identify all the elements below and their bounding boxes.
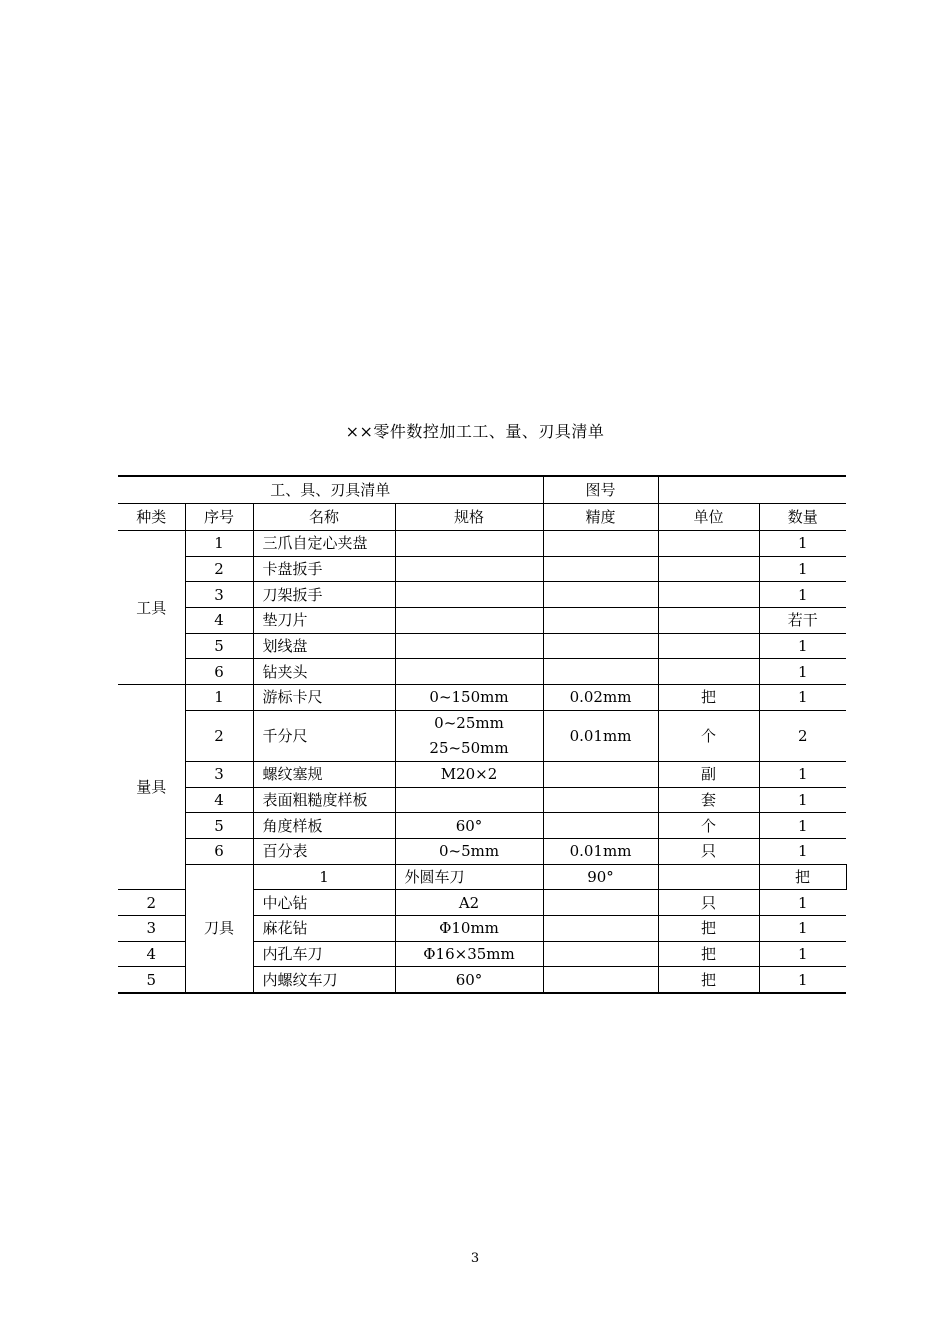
table-row (118, 838, 846, 864)
item-precision (543, 761, 658, 787)
item-precision (543, 787, 658, 813)
item-precision: 0.02mm (543, 685, 658, 711)
item-quantity: 若干 (759, 608, 846, 634)
row-number: 1 (185, 685, 253, 711)
item-name: 表面粗糙度样板 (253, 787, 395, 813)
item-name: 外圆车刀 (395, 864, 543, 890)
item-spec: 0~5mm (395, 838, 543, 864)
item-name: 螺纹塞规 (253, 761, 395, 787)
row-number: 6 (185, 838, 253, 864)
item-name: 内螺纹车刀 (253, 967, 395, 993)
item-name: 游标卡尺 (253, 685, 395, 711)
item-spec (395, 531, 543, 557)
row-number: 2 (118, 890, 185, 916)
item-name: 卡盘扳手 (253, 556, 395, 582)
table-row (118, 582, 846, 608)
item-precision: 0.01mm (543, 838, 658, 864)
item-spec (395, 582, 543, 608)
table-row (118, 556, 846, 582)
item-precision: 0.01mm (543, 710, 658, 761)
table-row (118, 659, 846, 685)
item-unit: 只 (658, 838, 759, 864)
item-quantity: 1 (759, 761, 846, 787)
item-quantity: 1 (759, 556, 846, 582)
item-spec: 0~150mm (395, 685, 543, 711)
item-name: 角度样板 (253, 813, 395, 839)
item-spec (395, 787, 543, 813)
item-unit (658, 659, 759, 685)
column-header-precision: 精度 (543, 504, 658, 531)
item-unit: 个 (658, 813, 759, 839)
item-unit (658, 531, 759, 557)
item-name: 中心钻 (253, 890, 395, 916)
item-spec: Φ16×35mm (395, 941, 543, 967)
column-header-row (118, 504, 846, 531)
row-number: 4 (185, 787, 253, 813)
item-quantity: 1 (759, 890, 846, 916)
item-unit: 副 (658, 761, 759, 787)
table-row (118, 813, 846, 839)
row-number: 2 (185, 710, 253, 761)
item-precision (543, 633, 658, 659)
item-spec-line: 25~50mm (429, 738, 509, 757)
item-quantity: 1 (759, 787, 846, 813)
tool-list-table (118, 475, 846, 994)
drawing-number-label: 图号 (543, 476, 658, 504)
item-precision (543, 556, 658, 582)
category-cell-gauges: 量具 (118, 685, 185, 890)
column-header-spec: 规格 (395, 504, 543, 531)
page-number: 3 (470, 1251, 480, 1266)
item-precision (543, 890, 658, 916)
item-quantity: 1 (759, 967, 846, 993)
item-precision (543, 531, 658, 557)
drawing-number-value (658, 476, 846, 504)
item-spec: Φ10mm (395, 915, 543, 941)
item-unit: 套 (658, 787, 759, 813)
column-header-name: 名称 (253, 504, 395, 531)
item-name: 刀架扳手 (253, 582, 395, 608)
item-unit: 把 (658, 967, 759, 993)
column-header-number: 序号 (185, 504, 253, 531)
item-name: 三爪自定心夹盘 (253, 531, 395, 557)
table-row (118, 761, 846, 787)
row-number: 3 (118, 915, 185, 941)
item-spec-multiline (395, 710, 543, 761)
item-unit: 只 (658, 890, 759, 916)
category-cell-cutters: 刀具 (185, 864, 253, 993)
list-title-cell: 工、具、刃具清单 (118, 476, 543, 504)
item-unit: 把 (658, 685, 759, 711)
item-quantity: 1 (759, 659, 846, 685)
item-spec (395, 608, 543, 634)
item-unit: 把 (658, 941, 759, 967)
item-unit (658, 633, 759, 659)
item-quantity: 1 (759, 915, 846, 941)
item-name: 千分尺 (253, 710, 395, 761)
item-name: 百分表 (253, 838, 395, 864)
table-row (118, 685, 846, 711)
column-header-unit: 单位 (658, 504, 759, 531)
row-number: 5 (185, 633, 253, 659)
item-quantity: 1 (759, 633, 846, 659)
item-precision (543, 967, 658, 993)
item-precision (543, 915, 658, 941)
item-quantity: 1 (759, 531, 846, 557)
table-row (118, 787, 846, 813)
item-spec: M20×2 (395, 761, 543, 787)
item-quantity: 1 (759, 838, 846, 864)
item-precision (543, 582, 658, 608)
row-number: 4 (118, 941, 185, 967)
item-spec (395, 659, 543, 685)
item-spec: 60° (395, 967, 543, 993)
item-precision (543, 941, 658, 967)
item-name: 钻夹头 (253, 659, 395, 685)
row-number: 2 (185, 556, 253, 582)
row-number: 5 (185, 813, 253, 839)
row-number: 3 (185, 761, 253, 787)
item-unit: 把 (658, 915, 759, 941)
item-name: 麻花钻 (253, 915, 395, 941)
item-spec (395, 633, 543, 659)
item-precision (543, 608, 658, 634)
document-title: ××零件数控加工工、量、刃具清单 (345, 422, 605, 441)
item-name: 垫刀片 (253, 608, 395, 634)
table-row (118, 633, 846, 659)
item-quantity: 1 (759, 685, 846, 711)
table-row (118, 608, 846, 634)
item-unit (658, 582, 759, 608)
item-unit: 个 (658, 710, 759, 761)
item-name: 内孔车刀 (253, 941, 395, 967)
item-name: 划线盘 (253, 633, 395, 659)
row-number: 1 (253, 864, 395, 890)
item-precision (543, 813, 658, 839)
row-number: 3 (185, 582, 253, 608)
column-header-category: 种类 (118, 504, 185, 531)
row-number: 5 (118, 967, 185, 993)
row-number: 6 (185, 659, 253, 685)
row-number: 1 (185, 531, 253, 557)
item-unit (658, 556, 759, 582)
item-spec: A2 (395, 890, 543, 916)
item-quantity: 1 (759, 941, 846, 967)
item-spec: 60° (395, 813, 543, 839)
column-header-quantity: 数量 (759, 504, 846, 531)
item-unit: 把 (759, 864, 846, 890)
item-quantity: 1 (759, 813, 846, 839)
item-spec-line: 0~25mm (434, 713, 504, 732)
table-row (118, 710, 846, 761)
item-spec: 90° (543, 864, 658, 890)
item-quantity: 2 (759, 710, 846, 761)
table-row (118, 864, 846, 890)
table-top-header-row (118, 476, 846, 504)
item-quantity: 1 (759, 582, 846, 608)
category-cell-tools: 工具 (118, 531, 185, 685)
table-row (118, 531, 846, 557)
item-spec (395, 556, 543, 582)
item-precision (658, 864, 759, 890)
item-precision (543, 659, 658, 685)
row-number: 4 (185, 608, 253, 634)
item-unit (658, 608, 759, 634)
